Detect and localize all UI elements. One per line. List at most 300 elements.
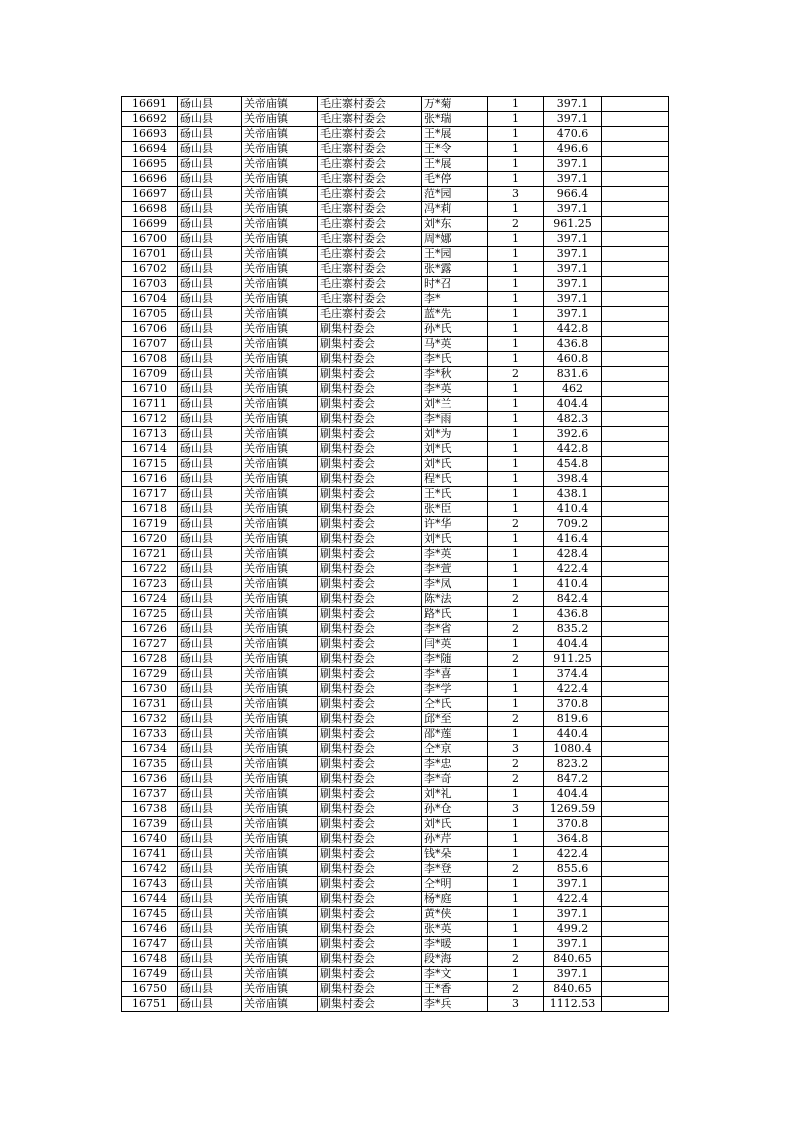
household-count-cell: 3 (488, 742, 544, 757)
record-id-cell: 16722 (122, 562, 178, 577)
town-cell: 关帝庙镇 (242, 622, 318, 637)
amount-cell: 397.1 (544, 202, 602, 217)
county-cell: 砀山县 (178, 232, 242, 247)
village-committee-cell: 刷集村委会 (318, 892, 422, 907)
record-id-cell: 16699 (122, 217, 178, 232)
name-cell: 李*萱 (422, 562, 488, 577)
table-row (122, 382, 669, 397)
county-cell: 砀山县 (178, 952, 242, 967)
amount-cell: 440.4 (544, 727, 602, 742)
record-id-cell: 16698 (122, 202, 178, 217)
record-id-cell: 16710 (122, 382, 178, 397)
village-committee-cell: 毛庄寨村委会 (318, 142, 422, 157)
amount-cell: 442.8 (544, 442, 602, 457)
record-id-cell: 16702 (122, 262, 178, 277)
record-id-cell: 16717 (122, 487, 178, 502)
name-cell: 李*忠 (422, 757, 488, 772)
county-cell: 砀山县 (178, 397, 242, 412)
table-row (122, 862, 669, 877)
blank-cell (602, 502, 669, 517)
village-committee-cell: 刷集村委会 (318, 562, 422, 577)
record-id-cell: 16746 (122, 922, 178, 937)
amount-cell: 397.1 (544, 157, 602, 172)
village-committee-cell: 刷集村委会 (318, 787, 422, 802)
household-count-cell: 1 (488, 607, 544, 622)
town-cell: 关帝庙镇 (242, 607, 318, 622)
household-count-cell: 1 (488, 397, 544, 412)
name-cell: 刘*东 (422, 217, 488, 232)
name-cell: 冯*莉 (422, 202, 488, 217)
town-cell: 关帝庙镇 (242, 787, 318, 802)
table-row (122, 262, 669, 277)
amount-cell: 436.8 (544, 607, 602, 622)
village-committee-cell: 刷集村委会 (318, 682, 422, 697)
village-committee-cell: 毛庄寨村委会 (318, 277, 422, 292)
record-id-cell: 16729 (122, 667, 178, 682)
blank-cell (602, 412, 669, 427)
household-count-cell: 1 (488, 307, 544, 322)
record-id-cell: 16731 (122, 697, 178, 712)
record-id-cell: 16724 (122, 592, 178, 607)
town-cell: 关帝庙镇 (242, 862, 318, 877)
blank-cell (602, 742, 669, 757)
town-cell: 关帝庙镇 (242, 757, 318, 772)
blank-cell (602, 652, 669, 667)
record-id-cell: 16696 (122, 172, 178, 187)
table-row (122, 307, 669, 322)
name-cell: 王*令 (422, 142, 488, 157)
record-id-cell: 16694 (122, 142, 178, 157)
record-id-cell: 16730 (122, 682, 178, 697)
amount-cell: 840.65 (544, 952, 602, 967)
village-committee-cell: 刷集村委会 (318, 532, 422, 547)
town-cell: 关帝庙镇 (242, 907, 318, 922)
blank-cell (602, 277, 669, 292)
village-committee-cell: 刷集村委会 (318, 517, 422, 532)
town-cell: 关帝庙镇 (242, 322, 318, 337)
village-committee-cell: 毛庄寨村委会 (318, 217, 422, 232)
household-count-cell: 1 (488, 292, 544, 307)
village-committee-cell: 刷集村委会 (318, 427, 422, 442)
household-count-cell: 1 (488, 472, 544, 487)
village-committee-cell: 刷集村委会 (318, 472, 422, 487)
record-id-cell: 16708 (122, 352, 178, 367)
household-count-cell: 2 (488, 592, 544, 607)
name-cell: 李*凤 (422, 577, 488, 592)
town-cell: 关帝庙镇 (242, 142, 318, 157)
name-cell: 仝*京 (422, 742, 488, 757)
town-cell: 关帝庙镇 (242, 667, 318, 682)
name-cell: 刘*兰 (422, 397, 488, 412)
table-row (122, 127, 669, 142)
village-committee-cell: 刷集村委会 (318, 637, 422, 652)
county-cell: 砀山县 (178, 997, 242, 1012)
amount-cell: 422.4 (544, 892, 602, 907)
amount-cell: 397.1 (544, 907, 602, 922)
household-count-cell: 1 (488, 547, 544, 562)
record-id-cell: 16736 (122, 772, 178, 787)
table-row (122, 952, 669, 967)
county-cell: 砀山县 (178, 367, 242, 382)
name-cell: 李*氏 (422, 352, 488, 367)
amount-cell: 709.2 (544, 517, 602, 532)
record-id-cell: 16747 (122, 937, 178, 952)
name-cell: 王*园 (422, 247, 488, 262)
village-committee-cell: 毛庄寨村委会 (318, 97, 422, 112)
blank-cell (602, 157, 669, 172)
amount-cell: 397.1 (544, 172, 602, 187)
county-cell: 砀山县 (178, 547, 242, 562)
table-row (122, 292, 669, 307)
amount-cell: 410.4 (544, 502, 602, 517)
county-cell: 砀山县 (178, 832, 242, 847)
town-cell: 关帝庙镇 (242, 802, 318, 817)
name-cell: 李*登 (422, 862, 488, 877)
record-id-cell: 16742 (122, 862, 178, 877)
record-id-cell: 16697 (122, 187, 178, 202)
county-cell: 砀山县 (178, 562, 242, 577)
household-count-cell: 1 (488, 232, 544, 247)
record-id-cell: 16745 (122, 907, 178, 922)
table-row (122, 97, 669, 112)
amount-cell: 1269.59 (544, 802, 602, 817)
town-cell: 关帝庙镇 (242, 232, 318, 247)
town-cell: 关帝庙镇 (242, 682, 318, 697)
table-row (122, 607, 669, 622)
county-cell: 砀山县 (178, 322, 242, 337)
county-cell: 砀山县 (178, 247, 242, 262)
county-cell: 砀山县 (178, 637, 242, 652)
table-row (122, 487, 669, 502)
county-cell: 砀山县 (178, 607, 242, 622)
household-count-cell: 1 (488, 922, 544, 937)
town-cell: 关帝庙镇 (242, 577, 318, 592)
table-row (122, 352, 669, 367)
record-id-cell: 16713 (122, 427, 178, 442)
town-cell: 关帝庙镇 (242, 877, 318, 892)
town-cell: 关帝庙镇 (242, 277, 318, 292)
household-count-cell: 1 (488, 667, 544, 682)
town-cell: 关帝庙镇 (242, 337, 318, 352)
name-cell: 李*奇 (422, 772, 488, 787)
household-count-cell: 1 (488, 142, 544, 157)
name-cell: 王*香 (422, 982, 488, 997)
record-id-cell: 16739 (122, 817, 178, 832)
county-cell: 砀山县 (178, 802, 242, 817)
county-cell: 砀山县 (178, 922, 242, 937)
table-row (122, 652, 669, 667)
household-count-cell: 1 (488, 532, 544, 547)
village-committee-cell: 毛庄寨村委会 (318, 112, 422, 127)
table-row (122, 592, 669, 607)
village-committee-cell: 刷集村委会 (318, 397, 422, 412)
blank-cell (602, 217, 669, 232)
blank-cell (602, 457, 669, 472)
amount-cell: 374.4 (544, 667, 602, 682)
amount-cell: 397.1 (544, 307, 602, 322)
county-cell: 砀山县 (178, 157, 242, 172)
blank-cell (602, 697, 669, 712)
household-count-cell: 1 (488, 112, 544, 127)
table-row (122, 142, 669, 157)
county-cell: 砀山县 (178, 622, 242, 637)
table-row (122, 517, 669, 532)
blank-cell (602, 667, 669, 682)
blank-cell (602, 637, 669, 652)
county-cell: 砀山县 (178, 682, 242, 697)
name-cell: 李* (422, 292, 488, 307)
table-row (122, 787, 669, 802)
amount-cell: 397.1 (544, 967, 602, 982)
table-row (122, 757, 669, 772)
town-cell: 关帝庙镇 (242, 262, 318, 277)
record-id-cell: 16705 (122, 307, 178, 322)
name-cell: 李*暖 (422, 937, 488, 952)
amount-cell: 410.4 (544, 577, 602, 592)
village-committee-cell: 刷集村委会 (318, 337, 422, 352)
name-cell: 刘*礼 (422, 787, 488, 802)
table-row (122, 202, 669, 217)
record-id-cell: 16693 (122, 127, 178, 142)
blank-cell (602, 622, 669, 637)
table-row (122, 982, 669, 997)
name-cell: 路*氏 (422, 607, 488, 622)
blank-cell (602, 337, 669, 352)
blank-cell (602, 97, 669, 112)
blank-cell (602, 787, 669, 802)
name-cell: 毛*停 (422, 172, 488, 187)
amount-cell: 462 (544, 382, 602, 397)
data-table (121, 96, 669, 1012)
county-cell: 砀山县 (178, 217, 242, 232)
county-cell: 砀山县 (178, 742, 242, 757)
village-committee-cell: 刷集村委会 (318, 847, 422, 862)
blank-cell (602, 847, 669, 862)
name-cell: 刘*氏 (422, 442, 488, 457)
blank-cell (602, 997, 669, 1012)
table-row (122, 247, 669, 262)
name-cell: 万*菊 (422, 97, 488, 112)
blank-cell (602, 232, 669, 247)
name-cell: 孙*芹 (422, 832, 488, 847)
table-row (122, 817, 669, 832)
county-cell: 砀山县 (178, 757, 242, 772)
record-id-cell: 16691 (122, 97, 178, 112)
blank-cell (602, 592, 669, 607)
village-committee-cell: 刷集村委会 (318, 967, 422, 982)
blank-cell (602, 142, 669, 157)
household-count-cell: 1 (488, 457, 544, 472)
county-cell: 砀山县 (178, 442, 242, 457)
blank-cell (602, 952, 669, 967)
town-cell: 关帝庙镇 (242, 652, 318, 667)
blank-cell (602, 352, 669, 367)
record-id-cell: 16720 (122, 532, 178, 547)
village-committee-cell: 刷集村委会 (318, 457, 422, 472)
record-id-cell: 16743 (122, 877, 178, 892)
county-cell: 砀山县 (178, 652, 242, 667)
county-cell: 砀山县 (178, 127, 242, 142)
amount-cell: 438.1 (544, 487, 602, 502)
amount-cell: 404.4 (544, 787, 602, 802)
county-cell: 砀山县 (178, 772, 242, 787)
blank-cell (602, 607, 669, 622)
village-committee-cell: 毛庄寨村委会 (318, 127, 422, 142)
amount-cell: 422.4 (544, 682, 602, 697)
village-committee-cell: 刷集村委会 (318, 652, 422, 667)
household-count-cell: 1 (488, 97, 544, 112)
amount-cell: 428.4 (544, 547, 602, 562)
county-cell: 砀山县 (178, 292, 242, 307)
record-id-cell: 16744 (122, 892, 178, 907)
household-count-cell: 1 (488, 892, 544, 907)
table-row (122, 172, 669, 187)
name-cell: 陈*法 (422, 592, 488, 607)
town-cell: 关帝庙镇 (242, 922, 318, 937)
record-id-cell: 16728 (122, 652, 178, 667)
name-cell: 范*园 (422, 187, 488, 202)
table-row (122, 967, 669, 982)
household-count-cell: 1 (488, 412, 544, 427)
name-cell: 李*随 (422, 652, 488, 667)
household-count-cell: 3 (488, 187, 544, 202)
household-count-cell: 2 (488, 367, 544, 382)
blank-cell (602, 307, 669, 322)
blank-cell (602, 547, 669, 562)
county-cell: 砀山县 (178, 382, 242, 397)
village-committee-cell: 刷集村委会 (318, 712, 422, 727)
town-cell: 关帝庙镇 (242, 217, 318, 232)
table-row (122, 712, 669, 727)
county-cell: 砀山县 (178, 937, 242, 952)
county-cell: 砀山县 (178, 892, 242, 907)
amount-cell: 404.4 (544, 397, 602, 412)
record-id-cell: 16735 (122, 757, 178, 772)
blank-cell (602, 322, 669, 337)
amount-cell: 835.2 (544, 622, 602, 637)
record-id-cell: 16738 (122, 802, 178, 817)
amount-cell: 819.6 (544, 712, 602, 727)
town-cell: 关帝庙镇 (242, 817, 318, 832)
village-committee-cell: 毛庄寨村委会 (318, 247, 422, 262)
village-committee-cell: 刷集村委会 (318, 772, 422, 787)
town-cell: 关帝庙镇 (242, 982, 318, 997)
county-cell: 砀山县 (178, 412, 242, 427)
table-row (122, 667, 669, 682)
name-cell: 李*省 (422, 622, 488, 637)
county-cell: 砀山县 (178, 517, 242, 532)
record-id-cell: 16701 (122, 247, 178, 262)
table-body (122, 97, 669, 1012)
blank-cell (602, 757, 669, 772)
blank-cell (602, 922, 669, 937)
town-cell: 关帝庙镇 (242, 832, 318, 847)
county-cell: 砀山县 (178, 262, 242, 277)
county-cell: 砀山县 (178, 187, 242, 202)
county-cell: 砀山县 (178, 307, 242, 322)
blank-cell (602, 262, 669, 277)
name-cell: 李*英 (422, 382, 488, 397)
table-row (122, 892, 669, 907)
village-committee-cell: 刷集村委会 (318, 997, 422, 1012)
blank-cell (602, 802, 669, 817)
town-cell: 关帝庙镇 (242, 382, 318, 397)
amount-cell: 1112.53 (544, 997, 602, 1012)
table-row (122, 157, 669, 172)
town-cell: 关帝庙镇 (242, 187, 318, 202)
household-count-cell: 1 (488, 907, 544, 922)
table-row (122, 637, 669, 652)
blank-cell (602, 427, 669, 442)
household-count-cell: 2 (488, 622, 544, 637)
table-row (122, 877, 669, 892)
household-count-cell: 2 (488, 757, 544, 772)
household-count-cell: 2 (488, 217, 544, 232)
household-count-cell: 1 (488, 502, 544, 517)
name-cell: 王*展 (422, 157, 488, 172)
table-row (122, 232, 669, 247)
village-committee-cell: 刷集村委会 (318, 952, 422, 967)
household-count-cell: 1 (488, 577, 544, 592)
household-count-cell: 2 (488, 982, 544, 997)
blank-cell (602, 937, 669, 952)
village-committee-cell: 刷集村委会 (318, 727, 422, 742)
county-cell: 砀山县 (178, 97, 242, 112)
town-cell: 关帝庙镇 (242, 442, 318, 457)
blank-cell (602, 712, 669, 727)
record-id-cell: 16695 (122, 157, 178, 172)
amount-cell: 966.4 (544, 187, 602, 202)
amount-cell: 397.1 (544, 937, 602, 952)
blank-cell (602, 982, 669, 997)
county-cell: 砀山县 (178, 502, 242, 517)
village-committee-cell: 刷集村委会 (318, 937, 422, 952)
village-committee-cell: 刷集村委会 (318, 922, 422, 937)
county-cell: 砀山县 (178, 487, 242, 502)
amount-cell: 482.3 (544, 412, 602, 427)
town-cell: 关帝庙镇 (242, 952, 318, 967)
table-row (122, 532, 669, 547)
household-count-cell: 1 (488, 697, 544, 712)
household-count-cell: 1 (488, 832, 544, 847)
amount-cell: 496.6 (544, 142, 602, 157)
name-cell: 张*英 (422, 922, 488, 937)
town-cell: 关帝庙镇 (242, 637, 318, 652)
record-id-cell: 16740 (122, 832, 178, 847)
county-cell: 砀山县 (178, 142, 242, 157)
county-cell: 砀山县 (178, 427, 242, 442)
blank-cell (602, 202, 669, 217)
name-cell: 张*露 (422, 262, 488, 277)
village-committee-cell: 刷集村委会 (318, 622, 422, 637)
table-row (122, 442, 669, 457)
county-cell: 砀山县 (178, 457, 242, 472)
blank-cell (602, 472, 669, 487)
village-committee-cell: 刷集村委会 (318, 697, 422, 712)
name-cell: 张*臣 (422, 502, 488, 517)
amount-cell: 847.2 (544, 772, 602, 787)
name-cell: 刘*氏 (422, 532, 488, 547)
table-row (122, 907, 669, 922)
amount-cell: 422.4 (544, 847, 602, 862)
blank-cell (602, 967, 669, 982)
blank-cell (602, 442, 669, 457)
record-id-cell: 16749 (122, 967, 178, 982)
record-id-cell: 16709 (122, 367, 178, 382)
village-committee-cell: 刷集村委会 (318, 487, 422, 502)
amount-cell: 398.4 (544, 472, 602, 487)
record-id-cell: 16718 (122, 502, 178, 517)
